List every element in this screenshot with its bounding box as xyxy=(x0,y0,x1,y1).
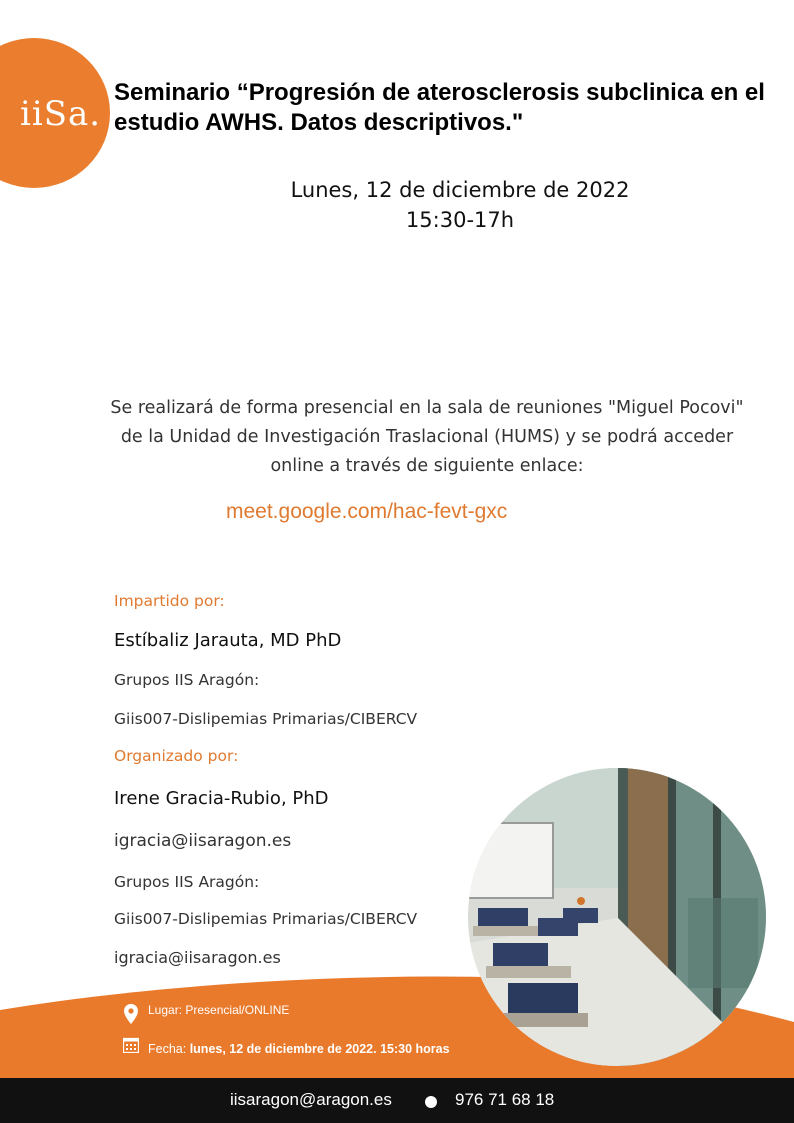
footer-phone[interactable]: 976 71 68 18 xyxy=(455,1090,555,1109)
footer-separator-dot xyxy=(425,1096,437,1108)
time-line: 15:30-17h xyxy=(405,208,515,232)
lugar-line xyxy=(148,1003,289,1017)
lugar-value: Presencial/ONLINE xyxy=(185,1003,290,1017)
organizer-email[interactable]: igracia@iisaragon.es xyxy=(114,831,292,851)
organizer-groups-label: Grupos IIS Aragón: xyxy=(114,873,260,891)
organizer-group: Giis007-Dislipemias Primarias/CIBERCV xyxy=(114,910,418,928)
lugar-label: Lugar: xyxy=(148,1003,183,1017)
location-pin-icon xyxy=(124,1004,138,1024)
organizado-label: Organizado por: xyxy=(114,747,239,765)
date-block xyxy=(210,175,710,235)
fecha-label: Fecha: xyxy=(148,1042,187,1056)
speaker-name: Estíbaliz Jarauta, MD PhD xyxy=(114,630,342,651)
speaker-group: Giis007-Dislipemias Primarias/CIBERCV xyxy=(114,710,418,728)
description: Se realizará de forma presencial en la sala de reuniones "Miguel Pocovi" de la Unidad de Investigación Traslacional (HUMS) y se podrá acceder online a través de siguiente enlace: xyxy=(110,398,744,476)
date-line: Lunes, 12 de diciembre de 2022 xyxy=(290,178,630,202)
fecha-line xyxy=(148,1042,450,1056)
iisa-logo: iiSa. xyxy=(20,94,102,134)
impartido-label: Impartido por: xyxy=(114,592,225,610)
fecha-value: lunes, 12 de diciembre de 2022. 15:30 horas xyxy=(189,1042,450,1056)
footer-email[interactable]: iisaragon@aragon.es xyxy=(230,1090,392,1109)
speaker-groups-label: Grupos IIS Aragón: xyxy=(114,671,260,689)
seminar-title: Seminario “Progresión de aterosclerosis subclinica en el estudio AWHS. Datos descriptivos." xyxy=(114,79,765,136)
footer-bar xyxy=(0,1078,794,1123)
organizer-name: Irene Gracia-Rubio, PhD xyxy=(114,788,329,809)
organizer-email-2[interactable]: igracia@iisaragon.es xyxy=(114,948,281,967)
calendar-icon xyxy=(123,1037,139,1053)
classroom-photo xyxy=(468,768,766,1066)
meet-link[interactable]: meet.google.com/hac-fevt-gxc xyxy=(226,500,508,523)
